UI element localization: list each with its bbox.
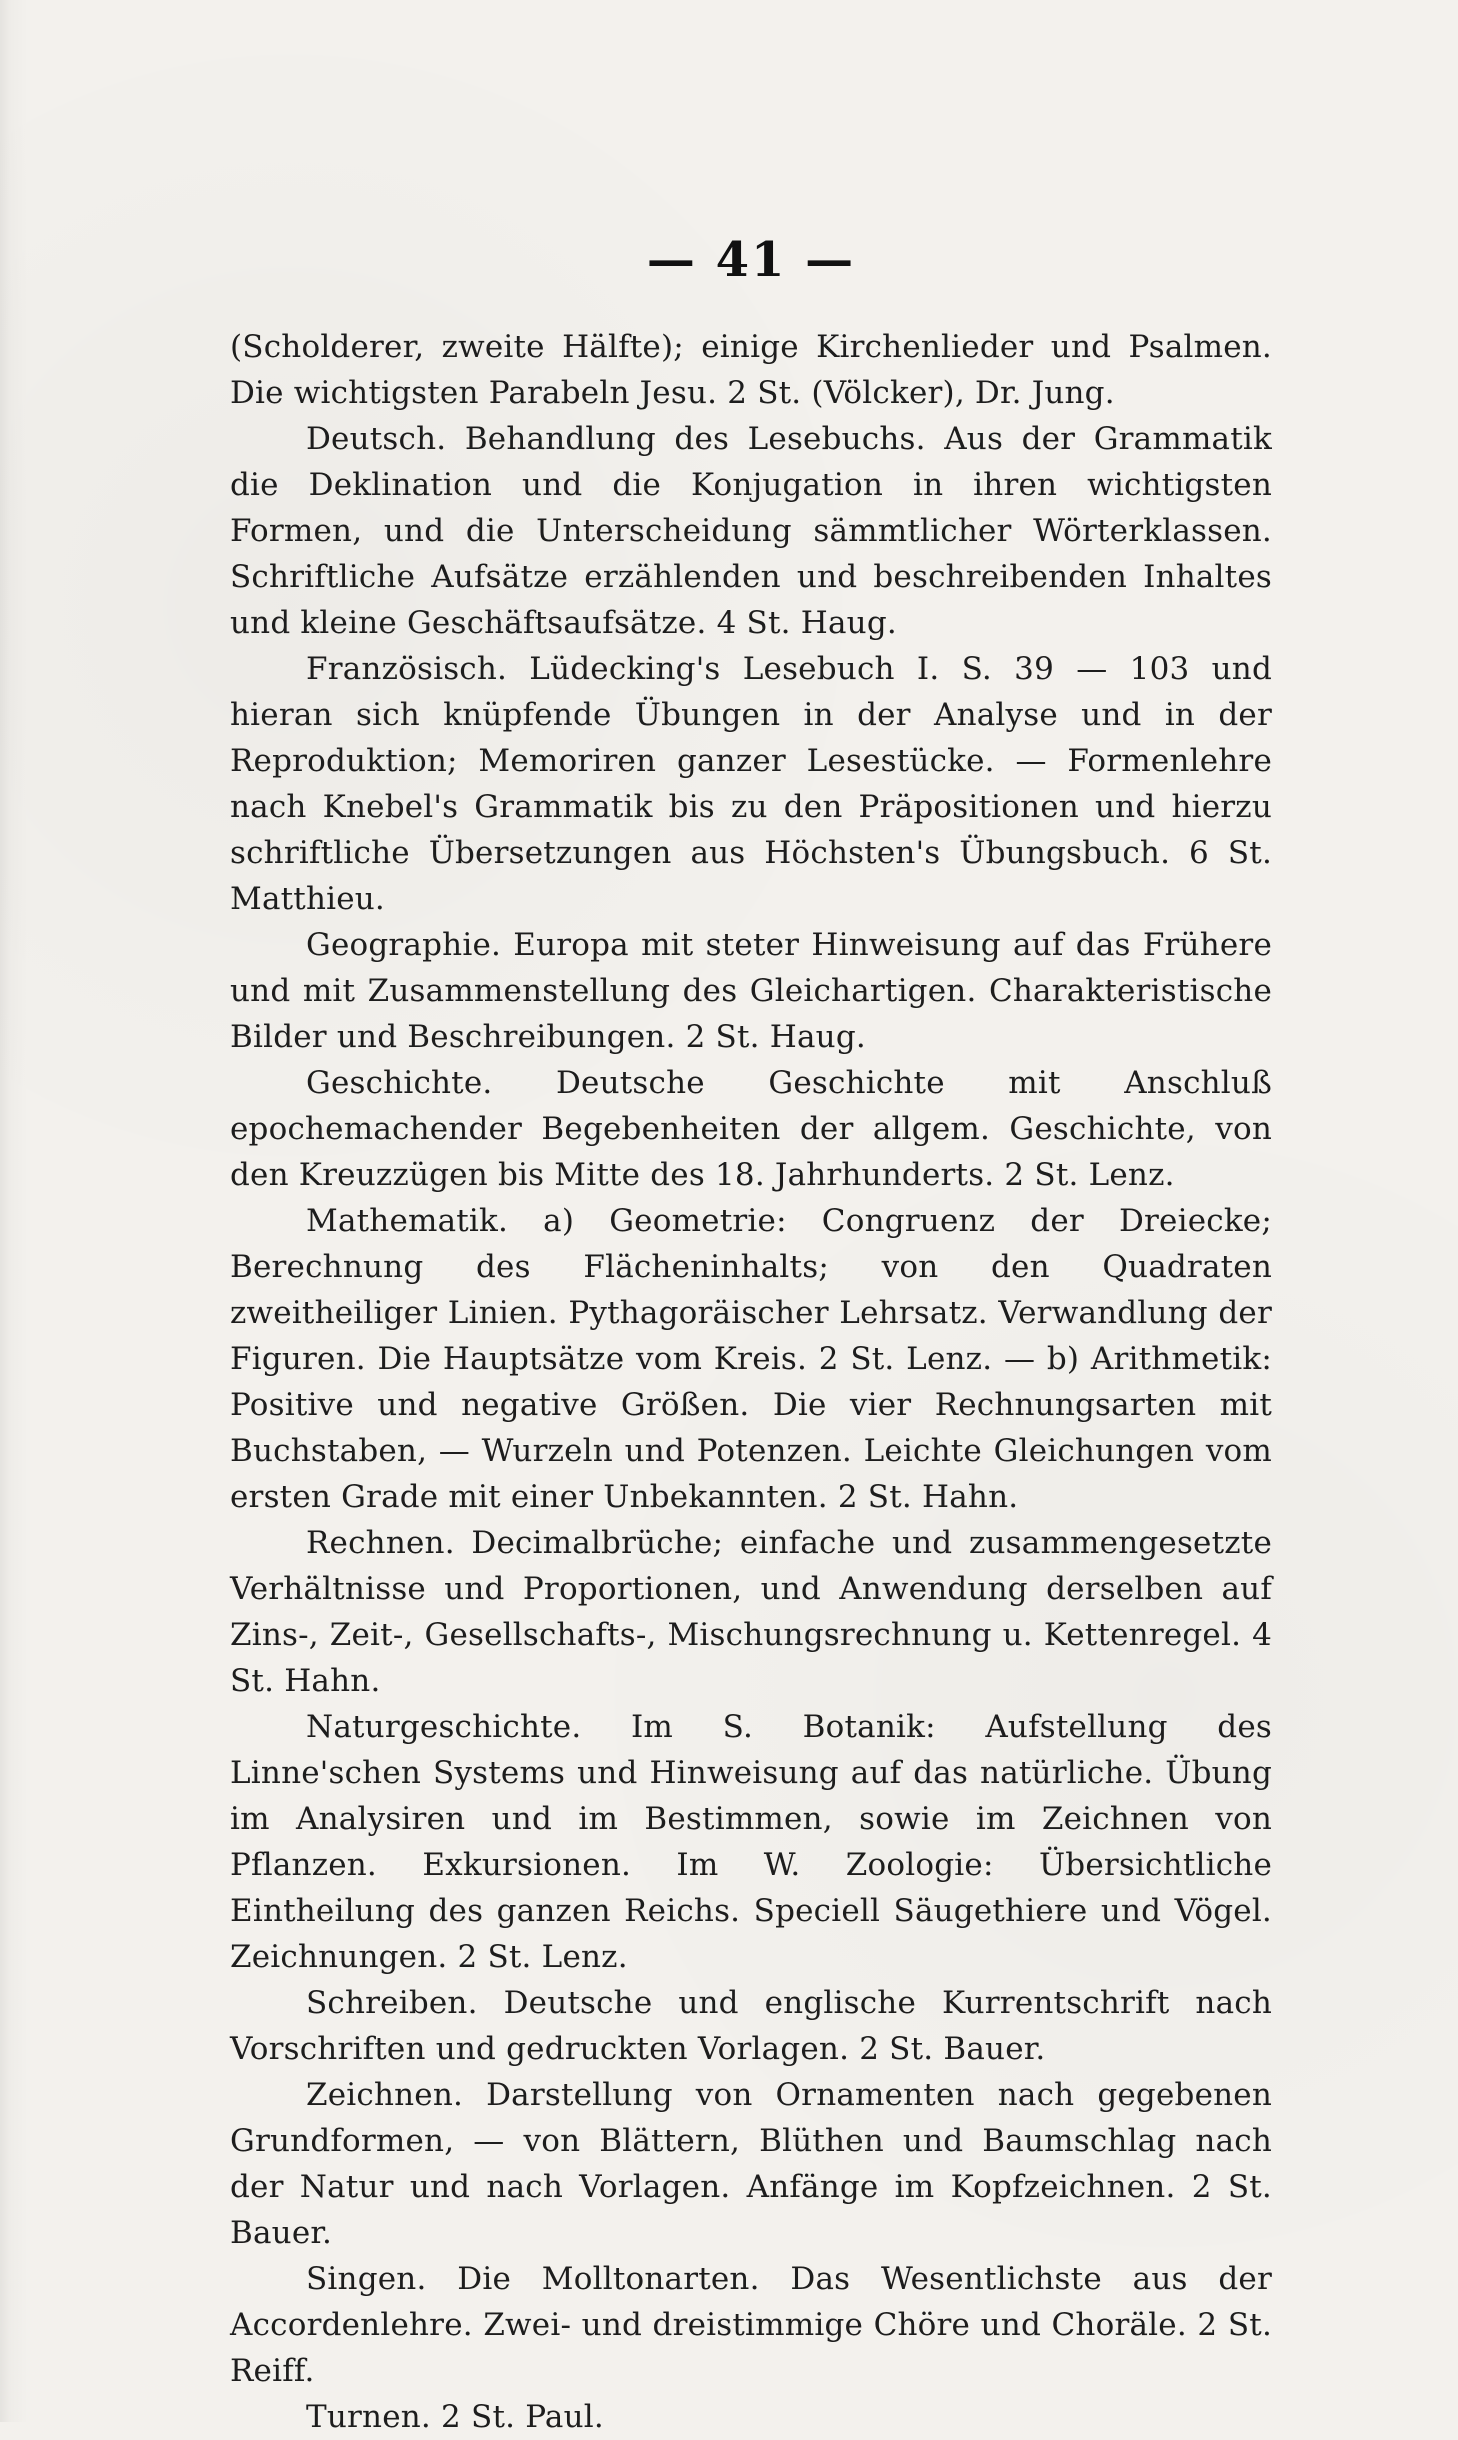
page-number [230, 232, 1272, 288]
paragraph-singen: Singen. Die Molltonarten. Das Wesentlichste aus der Accordenlehre. Zwei- und dreistimmige Chöre und Choräle. 2 St. Reiff. [230, 2261, 1272, 2389]
paragraph-deutsch: Deutsch. Behandlung des Lesebuchs. Aus der Grammatik die Deklination und die Konjugation in ihren wichtigsten Formen, und die Unterscheidung sämmtlicher Wörterklassen. Schriftliche Aufsätze erzählenden und beschreibenden Inhaltes und kleine Geschäftsaufsätze. 4 St. Haug. [230, 421, 1272, 641]
page-number-text: — 41 — [646, 232, 856, 288]
paragraph-geographie: Geographie. Europa mit steter Hinweisung auf das Frühere und mit Zusammenstellung des Gleichartigen. Charakteristische Bilder und Beschreibungen. 2 St. Haug. [230, 927, 1272, 1055]
body-text [230, 324, 1272, 2440]
paragraph-1: (Scholderer, zweite Hälfte); einige Kirchenlieder und Psalmen. Die wichtigsten Parabeln Jesu. 2 St. (Völcker), Dr. Jung. [230, 329, 1272, 411]
paragraph-franzoesisch: Französisch. Lüdecking's Lesebuch I. S. 39 — 103 und hieran sich knüpfende Übungen in der Analyse und in der Reproduktion; Memoriren ganzer Lesestücke. — Formenlehre nach Knebel's Grammatik bis zu den Präpositionen und hierzu schriftliche Übersetzungen aus Höchsten's Übungsbuch. 6 St. Matthieu. [230, 651, 1272, 917]
paragraph-mathematik: Mathematik. a) Geometrie: Congruenz der Dreiecke; Berechnung des Flächeninhalts; von den Quadraten zweitheiliger Linien. Pythagoräischer Lehrsatz. Verwandlung der Figuren. Die Hauptsätze vom Kreis. 2 St. Lenz. — b) Arithmetik: Positive und negative Größen. Die vier Rechnungsarten mit Buchstaben, — Wurzeln und Potenzen. Leichte Gleichungen vom ersten Grade mit einer Unbekannten. 2 St. Hahn. [230, 1203, 1272, 1515]
paragraph-zeichnen: Zeichnen. Darstellung von Ornamenten nach gegebenen Grundformen, — von Blättern, Blüthen und Baumschlag nach der Natur und nach Vorlagen. Anfänge im Kopfzeichnen. 2 St. Bauer. [230, 2077, 1272, 2251]
paragraph-naturgeschichte: Naturgeschichte. Im S. Botanik: Aufstellung des Linne'schen Systems und Hinweisung auf das natürliche. Übung im Analysiren und im Bestimmen, sowie im Zeichnen von Pflanzen. Exkursionen. Im W. Zoologie: Übersichtliche Eintheilung des ganzen Reichs. Speciell Säugethiere und Vögel. Zeichnungen. 2 St. Lenz. [230, 1709, 1272, 1975]
paragraph-geschichte: Geschichte. Deutsche Geschichte mit Anschluß epochemachender Begebenheiten der allgem. Geschichte, von den Kreuzzügen bis Mitte des 18. Jahrhunderts. 2 St. Lenz. [230, 1065, 1272, 1193]
document-page [230, 232, 1272, 2440]
paragraph-turnen: Turnen. 2 St. Paul. [306, 2399, 604, 2435]
paragraph-rechnen: Rechnen. Decimalbrüche; einfache und zusammengesetzte Verhältnisse und Proportionen, und Anwendung derselben auf Zins-, Zeit-, Gesellschafts-, Mischungsrechnung u. Kettenregel. 4 St. Hahn. [230, 1525, 1272, 1699]
paragraph-schreiben: Schreiben. Deutsche und englische Kurrentschrift nach Vorschriften und gedruckten Vorlagen. 2 St. Bauer. [230, 1985, 1272, 2067]
